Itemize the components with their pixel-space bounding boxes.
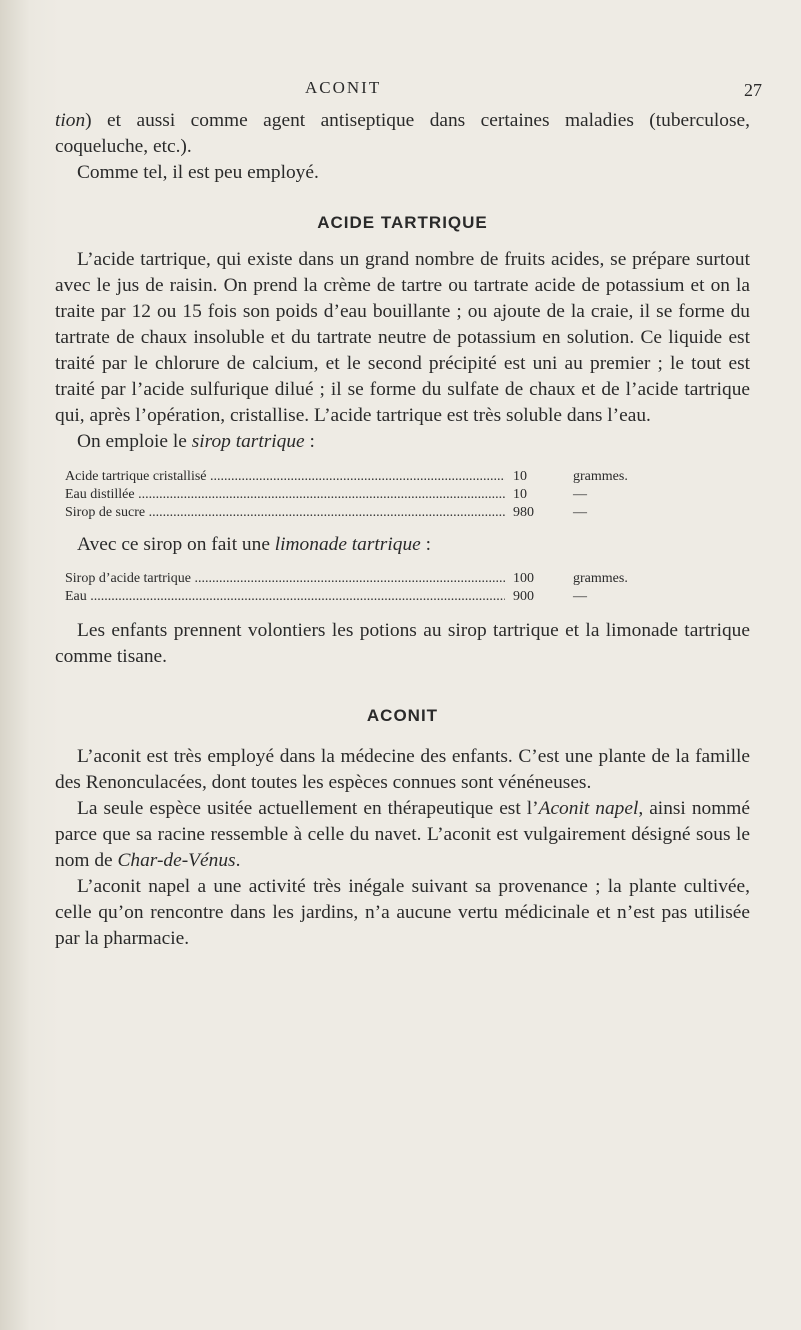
quantity: 980 (513, 505, 534, 520)
paragraph: L’aconit est très employé dans la médecine des enfants. C’est une plante de la famille des Renonculacées, dont toutes les espèces connues sont vénéneuses. (55, 746, 750, 793)
italic-term: Char-de-Vénus (117, 850, 236, 871)
quantity: 900 (513, 589, 534, 604)
quantity: 100 (513, 571, 534, 586)
paragraph: L’acide tartrique, qui existe dans un grand nombre de fruits acides, se prépare surtout avec le jus de raisin. On prend la crème de tartre ou tartrate acide de potassium et on la traite par 12 ou 15 fois son poids d’eau bouillante ; ou ajoute de la craie, il se forme du tartrate de chaux insoluble et du tartrate neutre de potassium en solution. Ce liquide est traité par le chlorure de calcium, et le second précipité est uni au premier ; le tout est traité par l’acide sulfurique dilué ; il se forme du sulfate de chaux et de l’acide tartrique qui, après l’opération, cristallise. L’acide tartrique est très soluble dans l’eau. (55, 249, 750, 426)
recipe-row (65, 570, 735, 588)
section-heading-acide-tartrique: ACIDE TARTRIQUE (317, 213, 488, 232)
italic-term: sirop tartrique (191, 431, 305, 452)
ingredient: Sirop d’acide tartrique ..... (65, 570, 505, 588)
recipe-limonade-tartrique (65, 570, 735, 606)
unit: — (573, 487, 587, 502)
ingredient: Eau distillée ..... (65, 486, 505, 504)
unit: — (573, 505, 587, 520)
paragraph: La seule espèce usitée actuellement en thérapeutique est l’Aconit napel, ainsi nommé parce que sa racine ressemble à celle du navet. L’aconit est vulgairement désigné sous le nom de Char-de-Vénus. (55, 798, 750, 871)
unit: — (573, 589, 587, 604)
paragraph: L’aconit napel a une activité très inégale suivant sa provenance ; la plante cultivée, celle qu’on rencontre dans les jardins, n’a aucune vertu médicinale et n’est pas utilisée par la pharmacie. (55, 876, 750, 949)
quantity: 10 (513, 469, 527, 484)
paragraph: Les enfants prennent volontiers les potions au sirop tartrique et la limonade tartrique comme tisane. (55, 620, 750, 667)
unit: grammes. (573, 571, 628, 586)
ingredient: Acide tartrique cristallisé ..... (65, 468, 505, 486)
recipe-row (65, 468, 735, 486)
recipe-row (65, 486, 735, 504)
section-heading-aconit: ACONIT (366, 706, 439, 725)
ingredient: Eau ..... (65, 588, 505, 606)
ingredient: Sirop de sucre ..... (65, 504, 505, 522)
italic-term: limonade tartrique (274, 534, 421, 555)
paragraph: Comme tel, il est peu employé. (77, 162, 319, 183)
page-number: 27 (744, 80, 762, 100)
paragraph: Avec ce sirop on fait une limonade tartrique : (77, 534, 431, 555)
recipe-row (65, 504, 735, 522)
continued-paragraph (55, 108, 750, 160)
running-title: ACONIT (305, 78, 382, 97)
italic-word: tion (55, 110, 86, 131)
unit: grammes. (573, 469, 628, 484)
page-body (55, 108, 750, 952)
page-header (0, 78, 801, 108)
paragraph: On emploie le sirop tartrique : (77, 431, 315, 452)
paragraph-text: ) et aussi comme agent antiseptique dans certaines maladies (tuberculose, coqueluche, etc.). (55, 110, 750, 157)
italic-term: Aconit napel (538, 798, 639, 819)
recipe-row (65, 588, 735, 606)
recipe-sirop-tartrique (65, 468, 735, 522)
quantity: 10 (513, 487, 527, 502)
